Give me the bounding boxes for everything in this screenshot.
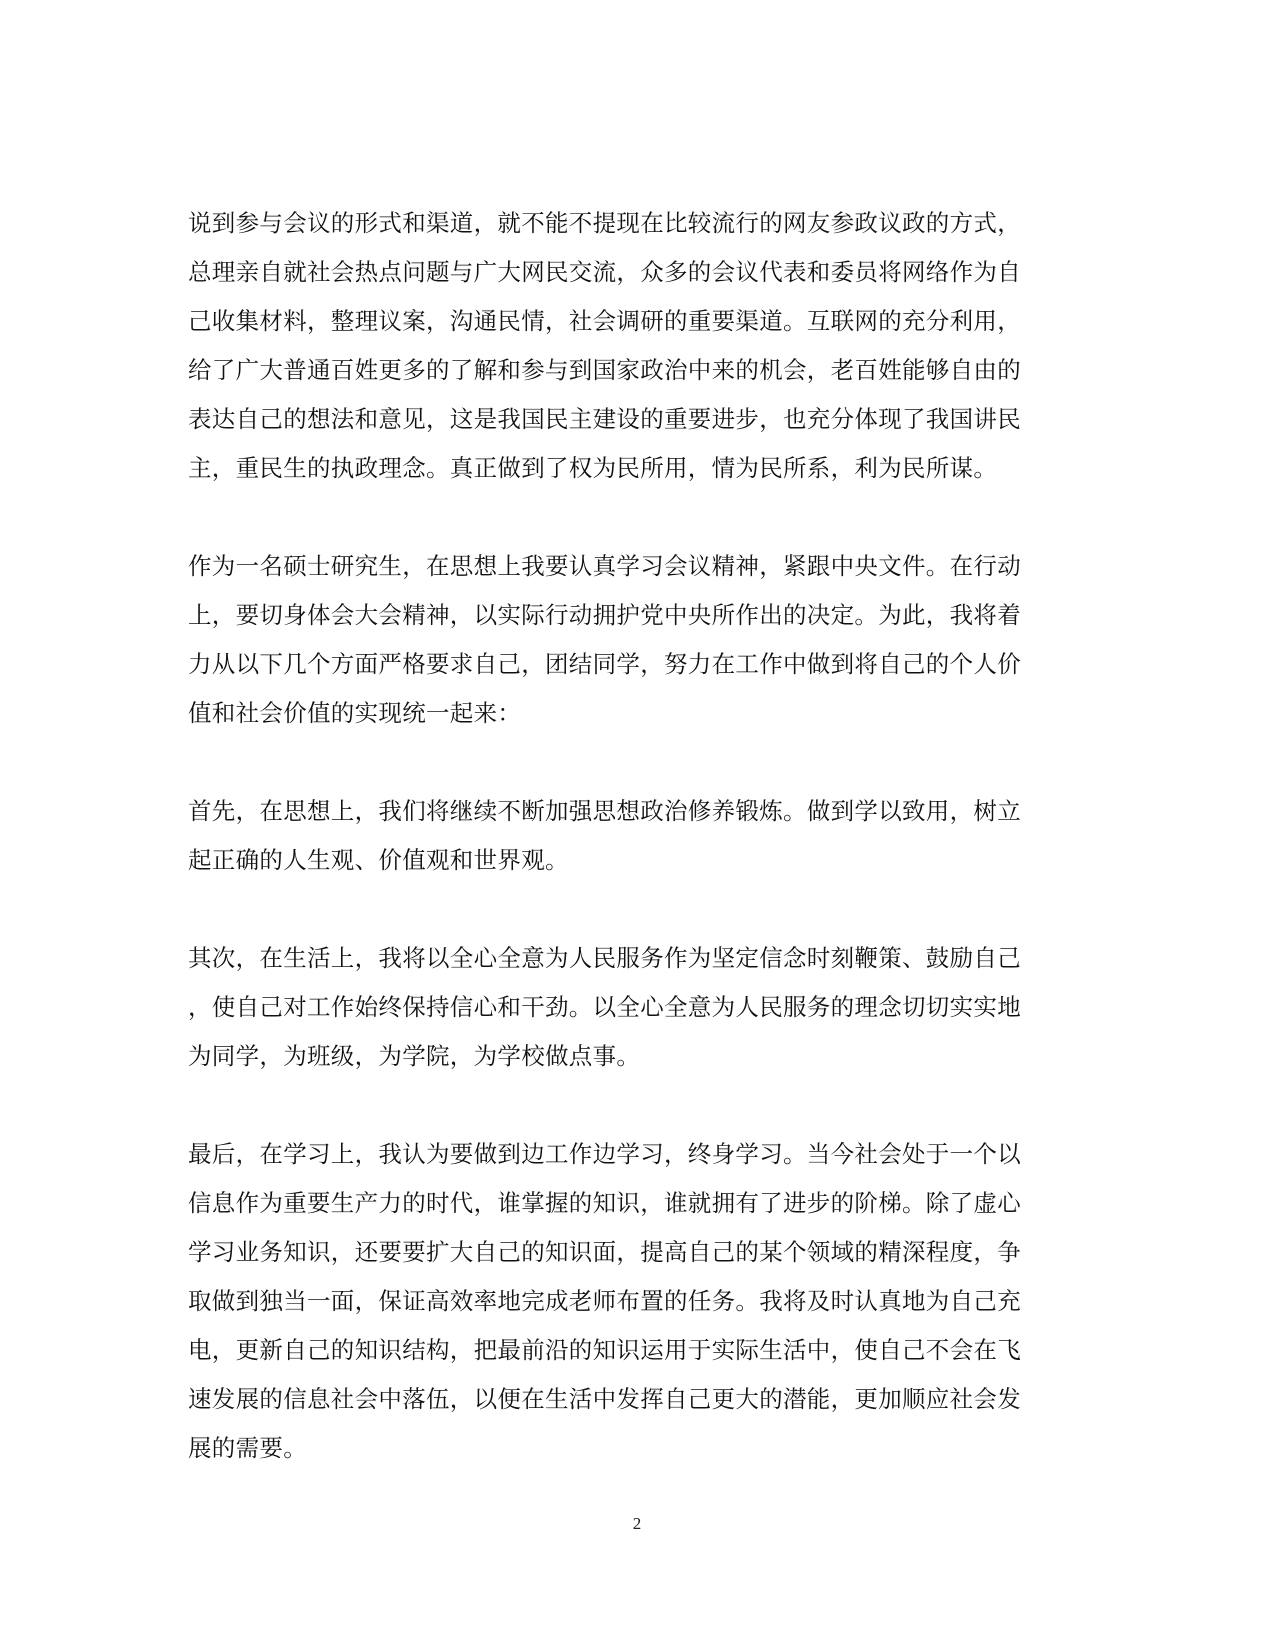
text-line: 上，要切身体会大会精神，以实际行动拥护党中央所作出的决定。为此，我将着 [188, 601, 1021, 629]
text-line: 说到参与会议的形式和渠道，就不能不提现在比较流行的网友参政议政的方式， [188, 209, 1021, 237]
paragraph [188, 787, 1068, 885]
text-line: 展的需要。 [188, 1434, 307, 1462]
paragraph [188, 934, 1068, 1081]
text-line: 主，重民生的执政理念。真正做到了权为民所用，情为民所系，利为民所谋。 [188, 454, 998, 482]
text-line: 为同学，为班级，为学院，为学校做点事。 [188, 1042, 641, 1070]
text-line: 速发展的信息社会中落伍，以便在生活中发挥自己更大的潜能，更加顺应社会发 [188, 1385, 1021, 1413]
text-line: 己收集材料，整理议案，沟通民情，社会调研的重要渠道。互联网的充分利用， [188, 307, 1021, 335]
paragraph [188, 542, 1068, 738]
text-line: 首先，在思想上，我们将继续不断加强思想政治修养锻炼。做到学以致用，树立 [188, 797, 1021, 825]
text-line: 起正确的人生观、价值观和世界观。 [188, 846, 569, 874]
text-line: 信息作为重要生产力的时代，谁掌握的知识，谁就拥有了进步的阶梯。除了虚心 [188, 1189, 1021, 1217]
text-line: 值和社会价值的实现统一起来： [188, 699, 522, 727]
text-line: 力从以下几个方面严格要求自己，团结同学，努力在工作中做到将自己的个人价 [188, 650, 1021, 678]
text-line: 其次，在生活上，我将以全心全意为人民服务作为坚定信念时刻鞭策、鼓励自己 [188, 944, 1021, 972]
text-line: 总理亲自就社会热点问题与广大网民交流，众多的会议代表和委员将网络作为自 [188, 258, 1021, 286]
text-line: 最后，在学习上，我认为要做到边工作边学习，终身学习。当今社会处于一个以 [188, 1140, 1021, 1168]
paragraph [188, 1130, 1068, 1473]
text-line: 学习业务知识，还要要扩大自己的知识面，提高自己的某个领域的精深程度，争 [188, 1238, 1021, 1266]
text-line: 取做到独当一面，保证高效率地完成老师布置的任务。我将及时认真地为自己充 [188, 1287, 1021, 1315]
text-line: 电，更新自己的知识结构，把最前沿的知识运用于实际生活中，使自己不会在飞 [188, 1336, 1021, 1364]
text-line: 作为一名硕士研究生，在思想上我要认真学习会议精神，紧跟中央文件。在行动 [188, 552, 1021, 580]
paragraph [188, 199, 1068, 493]
document-body [188, 199, 1068, 1522]
text-line: 表达自己的想法和意见，这是我国民主建设的重要进步，也充分体现了我国讲民 [188, 405, 1021, 433]
text-line: ，使自己对工作始终保持信心和干劲。以全心全意为人民服务的理念切切实实地 [188, 993, 1021, 1021]
page-number: 2 [632, 1514, 642, 1533]
text-line: 给了广大普通百姓更多的了解和参与到国家政治中来的机会，老百姓能够自由的 [188, 356, 1021, 384]
